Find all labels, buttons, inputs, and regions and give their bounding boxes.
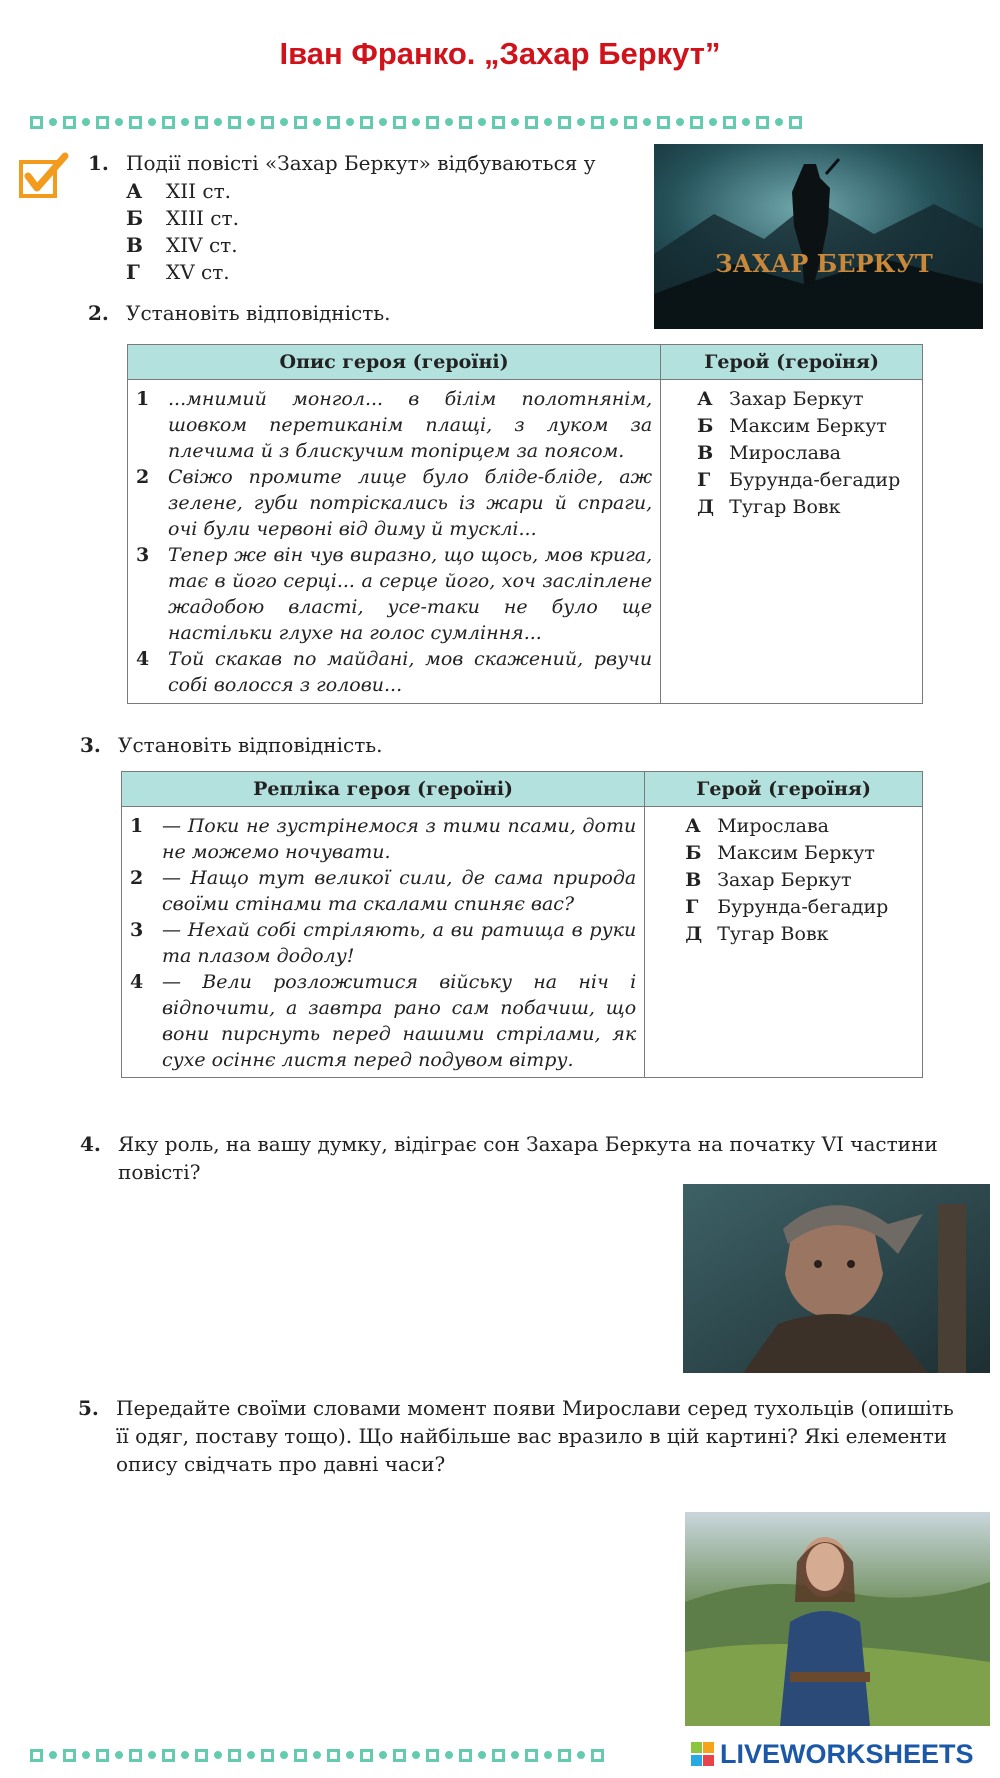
border-dot [181, 118, 189, 126]
border-dot [247, 118, 255, 126]
border-square [327, 1749, 340, 1762]
border-square [723, 116, 736, 129]
liveworksheets-logo-icon [690, 1740, 716, 1768]
page-title: Іван Франко. „Захар Беркут” [279, 36, 721, 71]
border-dot [280, 1751, 288, 1759]
liveworksheets-logo: LIVEWORKSHEETS [690, 1738, 974, 1770]
border-dot [115, 1751, 123, 1759]
question-text: Установіть відповідність. [126, 301, 391, 325]
hero-option: Г Бурунда-бегадир [697, 469, 901, 491]
border-square [228, 116, 241, 129]
border-square [690, 116, 703, 129]
border-dot [181, 1751, 189, 1759]
border-square [63, 1749, 76, 1762]
border-dot [247, 1751, 255, 1759]
question-number: 3. [80, 733, 101, 757]
border-dot [214, 1751, 222, 1759]
border-dot [445, 1751, 453, 1759]
border-dot [742, 118, 750, 126]
border-dot [280, 118, 288, 126]
border-dot [478, 1751, 486, 1759]
border-dot [676, 118, 684, 126]
border-square [63, 116, 76, 129]
border-square [129, 116, 142, 129]
border-square [591, 1749, 604, 1762]
border-dot [478, 118, 486, 126]
checkmark-icon [18, 152, 70, 202]
option-c[interactable]: В XIV ст. [126, 233, 238, 257]
zakhar-berkut-portrait-image [683, 1184, 990, 1373]
border-square [360, 1749, 373, 1762]
question-text: Події повісті «Захар Беркут» відбуваються у [126, 151, 596, 175]
question-1-options [126, 178, 239, 286]
question-2 [88, 300, 588, 327]
border-square [195, 116, 208, 129]
border-dot [313, 118, 321, 126]
border-dot [544, 1751, 552, 1759]
decorative-border-bottom [30, 1746, 690, 1764]
border-square [492, 116, 505, 129]
column-header: Герой (героїня) [661, 345, 923, 380]
border-square [261, 116, 274, 129]
border-dot [379, 118, 387, 126]
border-square [492, 1749, 505, 1762]
border-square [96, 116, 109, 129]
border-square [162, 116, 175, 129]
border-dot [643, 118, 651, 126]
border-dot [82, 1751, 90, 1759]
border-square [657, 116, 670, 129]
question-text: Передайте своїми словами момент появи Мирослави серед тухольців (опишіть її одяг, поставу тощо). Що найбільше вас вразило в цій картині? Які елементи опису свідчать про давні часи? [116, 1396, 954, 1476]
border-dot [82, 118, 90, 126]
border-dot [379, 1751, 387, 1759]
quote-item: 2 — Нащо тут великої сили, де сама природа своїми стінами та скалами спиняє вас? [130, 867, 637, 915]
matching-table-q3 [121, 771, 923, 1078]
description-item: 2 Свіжо промите лице було бліде-бліде, аж зелене, губи потріскались із жари й спраги, очі були червоні від диму й тусклі... [136, 466, 653, 540]
question-1 [88, 150, 648, 177]
border-square [30, 1749, 43, 1762]
border-square [228, 1749, 241, 1762]
hero-option: А Захар Беркут [697, 388, 864, 410]
option-a[interactable]: А XII ст. [126, 179, 232, 203]
border-square [129, 1749, 142, 1762]
border-square [789, 116, 802, 129]
border-square [624, 116, 637, 129]
border-dot [148, 1751, 156, 1759]
question-5 [78, 1394, 958, 1478]
column-header: Репліка героя (героїні) [122, 772, 645, 807]
border-square [96, 1749, 109, 1762]
question-number: 5. [78, 1396, 99, 1420]
description-item: 4 Той скакав по майдані, мов скажений, рвучи собі волосся з голови... [136, 648, 653, 696]
border-square [525, 1749, 538, 1762]
border-dot [49, 1751, 57, 1759]
border-dot [610, 118, 618, 126]
border-square [426, 1749, 439, 1762]
border-dot [709, 118, 717, 126]
border-dot [148, 118, 156, 126]
border-square [591, 116, 604, 129]
question-number: 4. [80, 1132, 101, 1156]
border-square [525, 116, 538, 129]
border-dot [115, 118, 123, 126]
border-square [294, 1749, 307, 1762]
decorative-border-top [30, 113, 930, 131]
border-square [426, 116, 439, 129]
question-number: 1. [88, 151, 109, 175]
quote-item: 3 — Нехай собі стріляють, а ви ратища в руки та плазом додолу! [130, 919, 637, 967]
border-square [327, 116, 340, 129]
border-square [360, 116, 373, 129]
column-header: Опис героя (героїні) [128, 345, 661, 380]
border-square [162, 1749, 175, 1762]
movie-poster-image [654, 144, 983, 329]
myroslava-portrait-image [685, 1512, 990, 1726]
hero-option: Б Максим Беркут [697, 415, 887, 437]
question-4 [80, 1130, 980, 1186]
border-dot [412, 1751, 420, 1759]
hero-option: Д Тугар Вовк [685, 923, 829, 945]
border-square [261, 1749, 274, 1762]
poster-title: ЗАХАР БЕРКУТ [715, 249, 933, 278]
border-dot [49, 118, 57, 126]
question-text: Яку роль, на вашу думку, відіграє сон Захара Беркута на початку VI частини повісті? [118, 1132, 938, 1184]
border-dot [313, 1751, 321, 1759]
hero-option: В Мирослава [697, 442, 841, 464]
border-dot [346, 118, 354, 126]
hero-option: Г Бурунда-бегадир [685, 896, 889, 918]
border-dot [511, 1751, 519, 1759]
option-b[interactable]: Б XIII ст. [126, 206, 239, 230]
border-square [393, 1749, 406, 1762]
hero-option: В Захар Беркут [685, 869, 852, 891]
border-dot [346, 1751, 354, 1759]
border-square [294, 116, 307, 129]
border-square [756, 116, 769, 129]
description-item: 1 ...мнимий монгол... в білім полотнянім, шовком перетиканім плащі, з луком за плечима й з блискучим топірцем за поясом. [136, 388, 653, 462]
question-3 [80, 732, 580, 759]
hero-option: Б Максим Беркут [685, 842, 875, 864]
column-header: Герой (героїня) [645, 772, 923, 807]
question-text: Установіть відповідність. [118, 733, 383, 757]
question-number: 2. [88, 301, 109, 325]
border-dot [577, 1751, 585, 1759]
border-square [459, 1749, 472, 1762]
description-item: 3 Тепер же він чув виразно, що щось, мов крига, тає в його серці... а серце його, хоч засліплене жадобою власті, усе-таки не було ще настільки глухе на голос сумління... [136, 544, 653, 644]
border-square [30, 116, 43, 129]
border-dot [775, 118, 783, 126]
border-dot [577, 118, 585, 126]
border-square [459, 116, 472, 129]
matching-table-q2 [127, 344, 923, 704]
hero-option: А Мирослава [685, 815, 829, 837]
border-square [393, 116, 406, 129]
quote-item: 4 — Вели розложитися війську на ніч і відпочити, а завтра рано сам побачиш, що вони пирснуть перед нашими стрілами, як сухе осіннє листя перед подувом вітру. [130, 971, 637, 1071]
hero-option: Д Тугар Вовк [697, 496, 841, 518]
option-d[interactable]: Г XV ст. [126, 260, 230, 284]
border-dot [214, 118, 222, 126]
border-square [558, 1749, 571, 1762]
border-dot [412, 118, 420, 126]
border-square [195, 1749, 208, 1762]
border-dot [511, 118, 519, 126]
border-square [558, 116, 571, 129]
border-dot [445, 118, 453, 126]
border-dot [544, 118, 552, 126]
quote-item: 1 — Поки не зустрінемося з тими псами, доти не можемо ночувати. [130, 815, 637, 863]
